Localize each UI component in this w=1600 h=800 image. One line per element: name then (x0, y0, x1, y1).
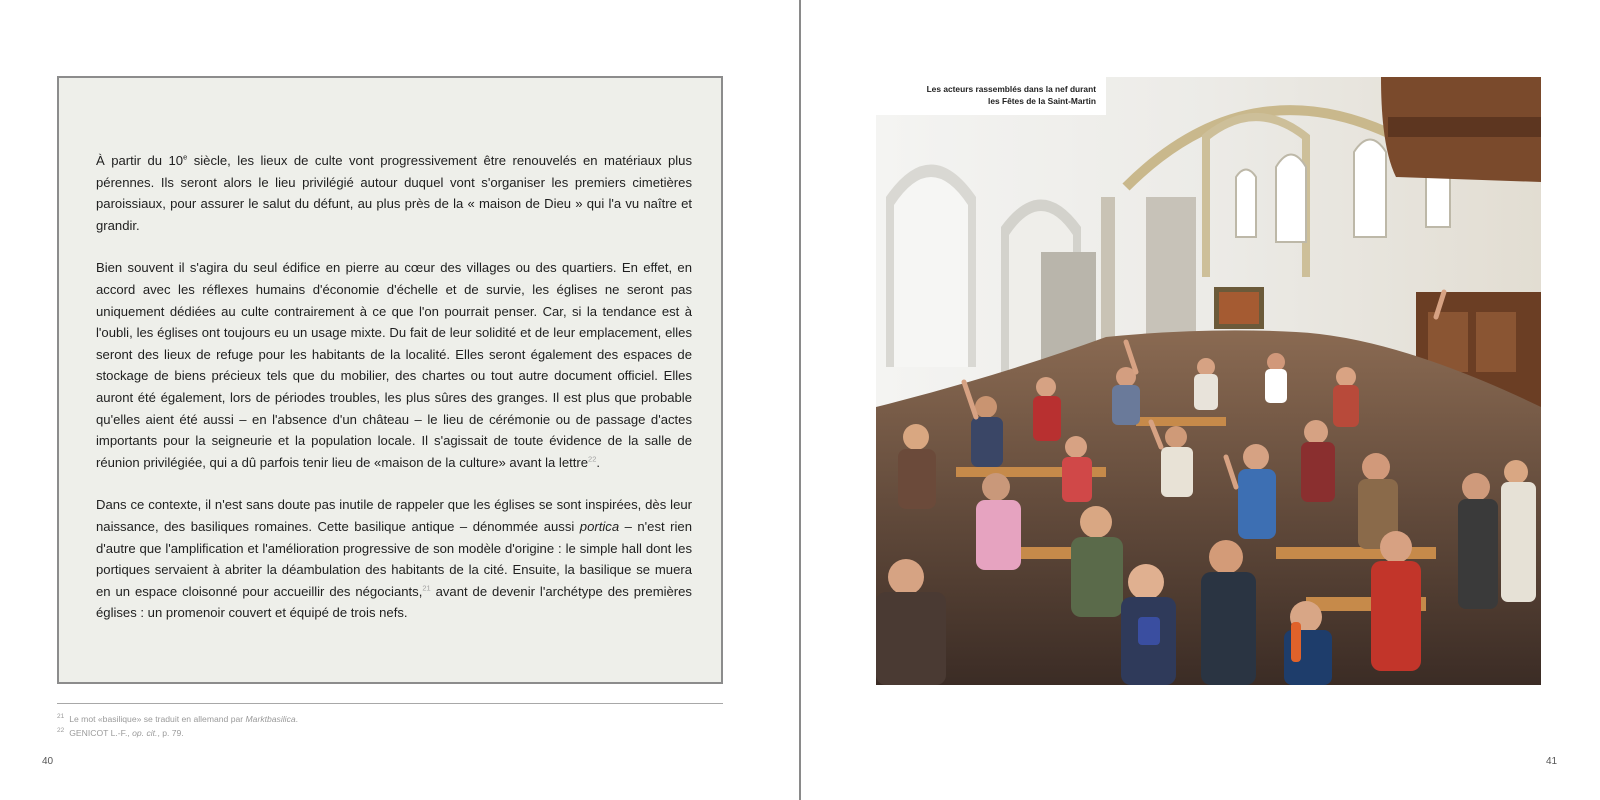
italic-term: portica (579, 518, 620, 534)
caption-line-1: Les acteurs rassemblés dans la nef durant (926, 84, 1096, 94)
paragraph-2: Bien souvent il s'agira du seul édifice en pierre au cœur des villages ou des quartiers. En effet, en accord avec les réflexes humains d'économie d'échelle et de survie, les églises ne seront pas uniquement dédiées au culte contrairement à ce que l'on pourrait penser. Car, si la tendance est à l'oubli, les églises ont toujours eu un usage mixte. Du fait de leur solidité et de leur emplacement, elles seront des lieux de refuge pour les habitants de la localité. Elles seront également des espaces de stockage de biens précieux tels que du mobilier, des chartes ou tout autre document officiel. Elles auront été également, lors de périodes troubles, les plus sûres des granges. Il est plus que probable qu'elles aient été aussi – en l'absence d'un château – le lieu de cérémonie ou de passage d'actes importants pour la seigneurie et la population locale. Il s'agissait de toute évidence de la salle de réunion privilégiée, qui a dû parfois tenir lieu de «maison de la culture» avant la lettre$^{22}$. (96, 260, 692, 470)
footnote-22: $^{22}$ GENICOT L.-F., op. cit., p. 79. (57, 727, 184, 738)
footnote-ref-22[interactable]: 22 (588, 454, 597, 464)
church-nave-photo (876, 77, 1541, 685)
footnote-21: $^{21}$ Le mot «basilique» se traduit en allemand par Marktbasilica. (57, 713, 299, 724)
caption-line-2: les Fêtes de la Saint-Martin (988, 96, 1096, 106)
text-box (57, 76, 723, 684)
paragraph-1: À partir du 10e siècle, les lieux de culte vont progressivement être renouvelés en matériaux plus pérennes. Ils seront alors le lieu privilégié autour duquel vont s'organiser les premiers cimetières paroissiaux, pour assurer le salut du défunt, au plus près de la « maison de Dieu » qui l'a vu naître et grandir. (96, 152, 693, 233)
page-number-right: 41 (1546, 756, 1558, 767)
page-gutter (799, 0, 801, 800)
ordinal-superscript: e (183, 152, 188, 162)
footnote-divider (57, 703, 723, 704)
paragraph-3: Dans ce contexte, il n'est sans doute pas inutile de rappeler que les églises se sont inspirées, dès leur naissance, des basiliques romaines. Cette basilique antique – dénommée aussi portica – n'est rien d'autre que l'amplification et l'amélioration progressive de son modèle d'origine : le simple hall dont les portiques servaient à abriter la déambulation des habitants de la cité. Ensuite, la basilique se muera en un espace cloisonné pour accueillir des négociants,$^{21}$ avant de devenir l'archétype des premières églises : un promenoir couvert et équipé de trois nefs. (96, 497, 692, 621)
photo-caption (876, 77, 1106, 115)
page-number-left: 40 (42, 756, 54, 767)
footnote-ref-21[interactable]: 21 (422, 583, 431, 593)
footnotes (57, 712, 723, 740)
church-interior-illustration (876, 77, 1541, 685)
